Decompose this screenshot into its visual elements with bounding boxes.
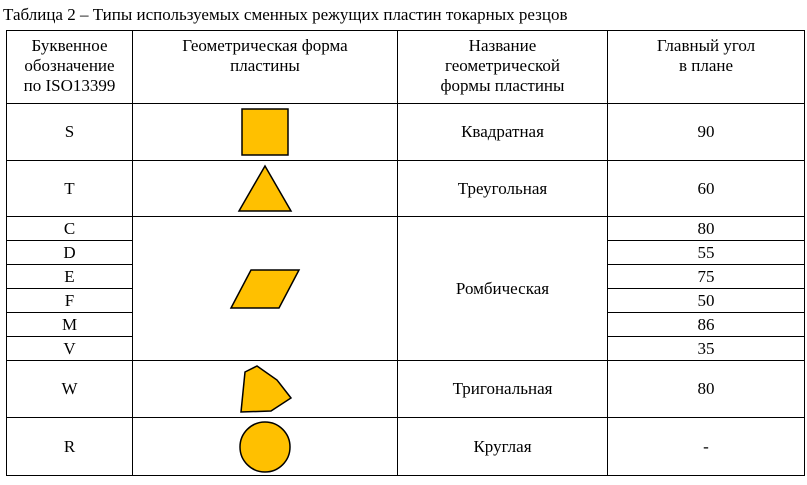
trigon-insert-icon	[237, 364, 293, 414]
shape-cell	[133, 161, 398, 217]
table-row	[7, 161, 805, 217]
header-name-line-2: геометрической	[444, 56, 561, 75]
table-row	[7, 418, 805, 476]
name-cell: Квадратная	[398, 104, 608, 161]
name-cell: Ромбическая	[398, 217, 608, 361]
header-angle-line-2: в плане	[678, 56, 734, 75]
header-row	[7, 31, 805, 104]
name-cell: Треугольная	[398, 161, 608, 217]
header-designation-line-3: по ISO13399	[23, 76, 116, 95]
code-cell: S	[7, 104, 133, 161]
table-caption: Таблица 2 – Типы используемых сменных режущих пластин токарных резцов	[3, 5, 568, 24]
header-designation-line-2: обозначение	[24, 56, 115, 75]
name-cell: Тригональная	[398, 361, 608, 418]
code-cell: R	[7, 418, 133, 476]
rhombus-insert-icon	[229, 268, 301, 310]
angle-cell: 86	[608, 313, 805, 337]
shape-cell	[133, 418, 398, 476]
square-insert-icon	[240, 107, 290, 157]
shape-cell	[133, 361, 398, 418]
angle-cell: 80	[608, 361, 805, 418]
code-cell: F	[7, 289, 133, 313]
angle-cell: 60	[608, 161, 805, 217]
header-angle	[608, 31, 805, 104]
circle-insert-icon	[238, 420, 292, 474]
header-name-line-3: формы пластины	[440, 76, 565, 95]
angle-cell: 50	[608, 289, 805, 313]
insert-types-table	[6, 30, 805, 476]
header-angle-line-1: Главный угол	[656, 36, 756, 55]
table-row	[7, 104, 805, 161]
code-cell: T	[7, 161, 133, 217]
name-cell: Круглая	[398, 418, 608, 476]
code-cell: C	[7, 217, 133, 241]
header-name-line-1: Название	[468, 36, 537, 55]
table-row	[7, 217, 805, 241]
shape-cell	[133, 104, 398, 161]
code-cell: M	[7, 313, 133, 337]
shape-cell	[133, 217, 398, 361]
header-shape-line-1: Геометрическая форма	[182, 36, 348, 55]
table-row	[7, 361, 805, 418]
header-designation	[7, 31, 133, 104]
header-shape-line-2: пластины	[230, 56, 300, 75]
code-cell: D	[7, 241, 133, 265]
header-designation-line-1: Буквенное	[31, 36, 108, 55]
code-cell: V	[7, 337, 133, 361]
code-cell: W	[7, 361, 133, 418]
header-shape	[133, 31, 398, 104]
code-cell: E	[7, 265, 133, 289]
angle-cell: 75	[608, 265, 805, 289]
angle-cell: 55	[608, 241, 805, 265]
triangle-insert-icon	[237, 164, 293, 214]
angle-cell: -	[608, 418, 805, 476]
angle-cell: 35	[608, 337, 805, 361]
angle-cell: 90	[608, 104, 805, 161]
angle-cell: 80	[608, 217, 805, 241]
header-name	[398, 31, 608, 104]
